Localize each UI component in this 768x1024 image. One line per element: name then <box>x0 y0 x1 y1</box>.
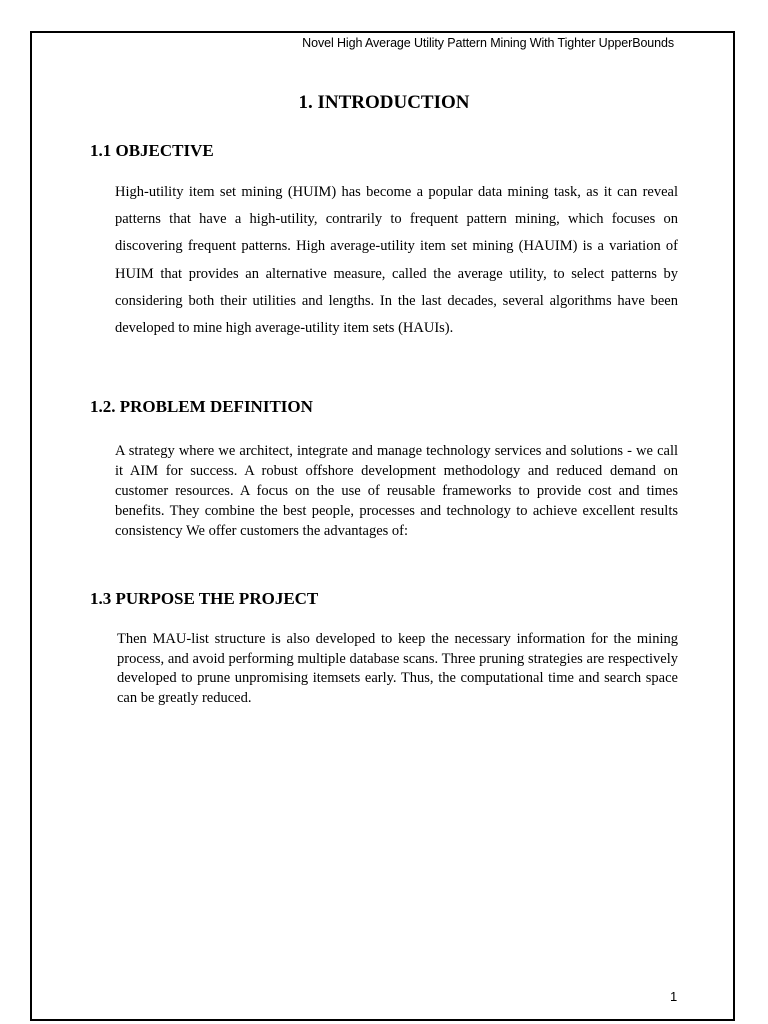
page-number: 1 <box>670 989 678 1004</box>
section-body-purpose: Then MAU-list structure is also developed to keep the necessary information for the mining process, and avoid performing multiple database scans. Three pruning strategies are respectively developed to prune unpromising itemsets early. Thus, the computational time and search space can be greatly reduced. <box>117 631 678 706</box>
chapter-title: 1. INTRODUCTION <box>298 92 470 113</box>
running-header: Novel High Average Utility Pattern Mining With Tighter UpperBounds <box>302 36 674 50</box>
section-heading-objective: 1.1 OBJECTIVE <box>90 141 214 160</box>
section-heading-problem-definition: 1.2. PROBLEM DEFINITION <box>90 397 313 416</box>
section-body-problem-definition: A strategy where we architect, integrate and manage technology services and solutions - we call it AIM for success. A robust offshore development methodology and reduced demand on customer resources. A focus on the use of reusable frameworks to provide cost and times benefits. They combine the best people, processes and technology to achieve excellent results consistency We offer customers the advantages of: <box>115 443 678 539</box>
section-heading-purpose: 1.3 PURPOSE THE PROJECT <box>90 589 319 608</box>
section-body-objective: High-utility item set mining (HUIM) has become a popular data mining task, as it can reveal patterns that have a high-utility, contrarily to frequent pattern mining, which focuses on discovering frequent patterns. High average-utility item set mining (HAUIM) is a variation of HUIM that provides an alternative measure, called the average utility, to select patterns by considering both their utilities and lengths. In the last decades, several algorithms have been developed to mine high average-utility item sets (HAUIs). <box>115 184 678 337</box>
